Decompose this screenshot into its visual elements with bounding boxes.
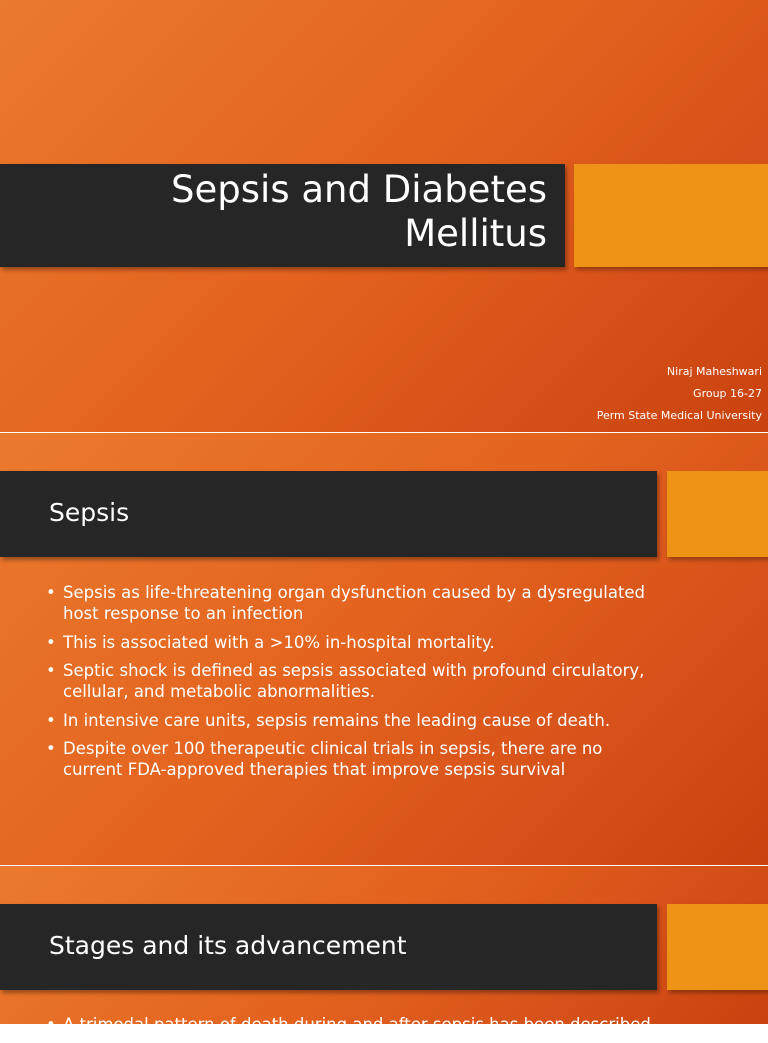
title-accent-block [574,164,768,267]
title-bar [0,164,565,267]
section-heading: Stages and its advancement [49,931,407,960]
bullet-item: • A trimodal pattern of death during and after sepsis has been described [45,1014,665,1035]
section-title-bar [0,471,657,557]
title-slide [0,0,768,432]
university-name: Perm State Medical University [596,409,762,422]
bullet-item: • This is associated with a >10% in-hospital mortality. [45,632,665,653]
group-label: Group 16-27 [693,387,762,400]
bullet-item: • In intensive care units, sepsis remains the leading cause of death. [45,710,665,731]
bullet-list [45,1014,665,1043]
subtitle [597,361,762,427]
presentation-title [171,164,547,256]
bullet-list [45,582,665,788]
bullet-item: • Despite over 100 therapeutic clinical trials in sepsis, there are no current FDA-approved therapies that improve sepsis survival [45,738,665,780]
author-name: Niraj Maheshwari [666,365,762,378]
title-line-1: Sepsis and Diabetes [171,168,547,211]
stages-slide [0,866,768,1034]
section-title-bar [0,904,657,990]
section-heading: Sepsis [49,498,130,527]
bullet-item: • Sepsis as life-threatening organ dysfunction caused by a dysregulated host response to an infection [45,582,665,624]
sepsis-slide [0,433,768,865]
section-accent-block [667,471,768,557]
section-accent-block [667,904,768,990]
bullet-item: • Septic shock is defined as sepsis associated with profound circulatory, cellular, and metabolic abnormalities. [45,660,665,702]
title-line-2: Mellitus [404,212,547,255]
